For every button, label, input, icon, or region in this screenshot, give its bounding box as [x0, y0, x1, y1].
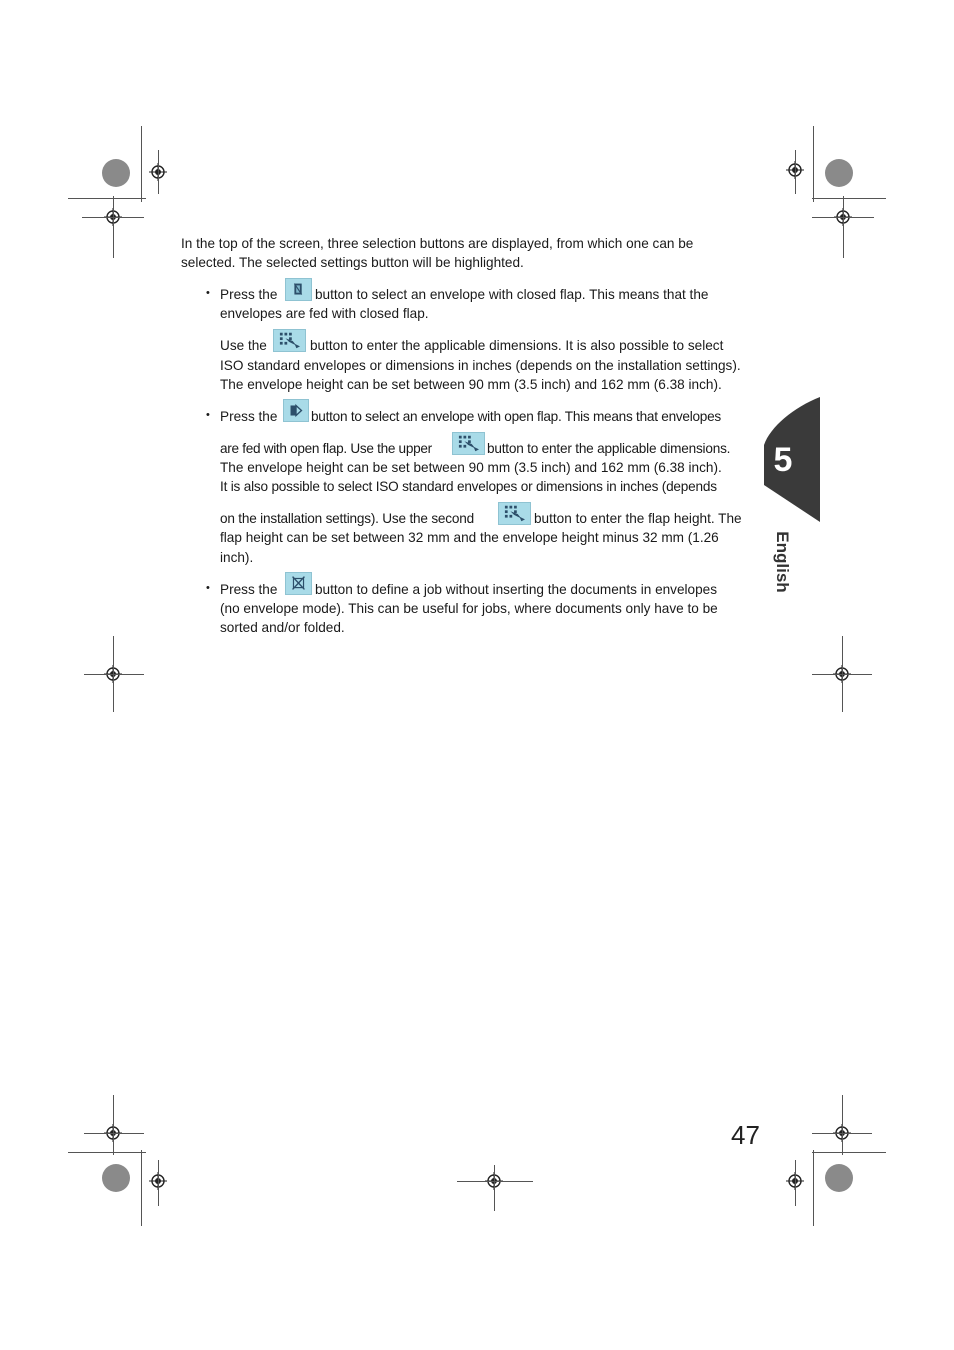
registration-dot — [825, 1164, 853, 1192]
bullet-marker: • — [206, 582, 210, 594]
registration-dot — [102, 1164, 130, 1192]
bullet-text: envelopes are fed with closed flap. — [220, 306, 429, 321]
bullet-text: It is also possible to select ISO standard envelopes or dimensions in inches (depends — [220, 479, 717, 494]
bullet-text: button to select an envelope with open flap. This means that envelopes — [311, 409, 721, 424]
bullet-text: The envelope height can be set between 90 mm (3.5 inch) and 162 mm (6.38 inch). — [220, 460, 722, 475]
no-envelope-icon[interactable] — [285, 572, 312, 595]
bullet-text: on the installation settings). Use the second — [220, 511, 474, 526]
bullet-text: button to enter the applicable dimensions. — [487, 441, 731, 456]
registration-dot — [102, 159, 130, 187]
bullet-text: inch). — [220, 550, 254, 565]
bullet-text: Press the — [220, 582, 278, 597]
bullet-text: sorted and/or folded. — [220, 620, 345, 635]
bullet-text: button to enter the applicable dimensions. It is also possible to select — [310, 338, 724, 353]
bullet-text: flap height can be set between 32 mm and the envelope height minus 32 mm (1.26 — [220, 530, 719, 545]
bullet-text: ISO standard envelopes or dimensions in inches (depends on the installation settings). — [220, 358, 741, 373]
page-number: 47 — [731, 1120, 760, 1150]
bullet-text: Use the — [220, 338, 267, 353]
bullet-text: button to define a job without inserting the documents in envelopes — [315, 582, 718, 597]
bullet-text: Press the — [220, 409, 278, 424]
bullet-text: Press the — [220, 287, 278, 302]
bullet-marker: • — [206, 287, 210, 299]
intro-line: In the top of the screen, three selection buttons are displayed, from which one can be — [181, 236, 694, 251]
bullet-text: button to enter the flap height. The — [534, 511, 742, 526]
language-label: English — [773, 531, 792, 593]
bullet-text: The envelope height can be set between 90 mm (3.5 inch) and 162 mm (6.38 inch). — [220, 377, 722, 392]
closed-flap-envelope-icon[interactable] — [285, 278, 312, 301]
bullet-text: (no envelope mode). This can be useful for jobs, where documents only have to be — [220, 601, 718, 616]
bullet-text: button to select an envelope with closed flap. This means that the — [315, 287, 709, 302]
dimensions-edit-icon[interactable] — [498, 502, 531, 525]
bullet-text: are fed with open flap. Use the upper — [220, 441, 432, 456]
bullet-marker: • — [206, 409, 210, 421]
dimensions-edit-icon[interactable] — [452, 432, 485, 455]
open-flap-envelope-icon[interactable] — [283, 399, 309, 422]
registration-dot — [825, 159, 853, 187]
chapter-number: 5 — [773, 441, 793, 479]
intro-line: selected. The selected settings button will be highlighted. — [181, 255, 524, 270]
dimensions-edit-icon[interactable] — [273, 329, 306, 352]
